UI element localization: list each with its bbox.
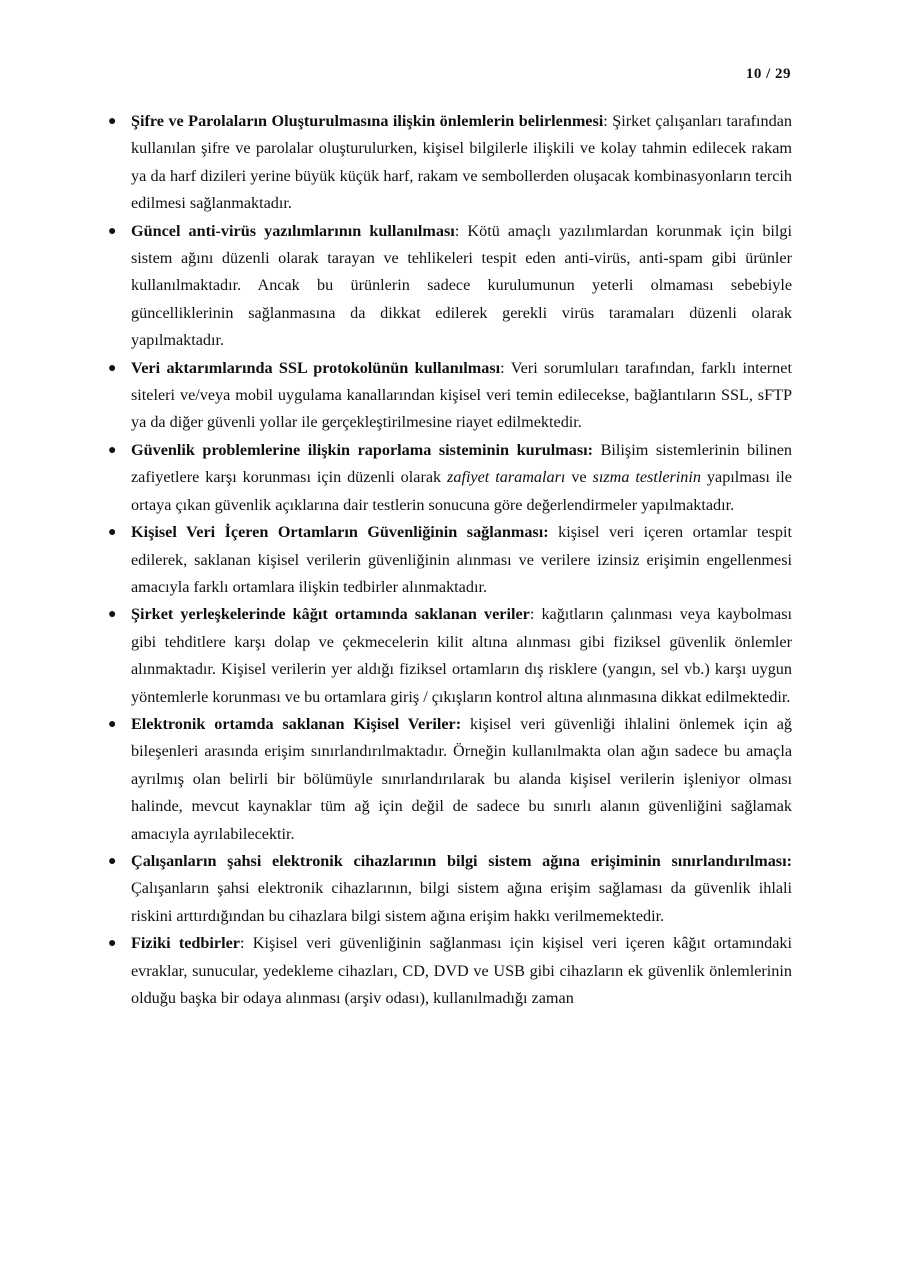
item-text: ve xyxy=(565,468,593,487)
bullet-icon: ● xyxy=(108,936,117,952)
item-text: Kişisel veri güvenliğinin sağlanması için kişisel veri içeren kâğıt ortamındaki evraklar, sunucular, yedekleme cihazları, CD, DVD ve USB gibi cihazların ek güvenlik önlemlerinin olduğu başka bir odaya alınması (arşiv odası), kullanılmadığı zaman xyxy=(131,934,793,1007)
item-text: yapılması ile ortaya çıkan güvenlik açıklarına dair testlerin sonucuna göre değerlendirmeler yapılmaktadır. xyxy=(131,468,792,514)
item-separator: : xyxy=(603,112,613,130)
item-separator: : xyxy=(454,221,468,240)
item-separator xyxy=(593,441,601,459)
measures-list xyxy=(106,108,792,1012)
item-text: kişisel veri güvenliği ihlalini önlemek için ağ bileşenleri arasında erişim sınırlandırılmaktadır. Örneğin kullanılmakta olan ağın sadece bu amaçla ayrılmış olan belirli bir bölümüyle sınırlandırılarak bu alanda kişisel verilerin işleniyor olması halinde, mevcut kaynaklar tüm ağ için değil de sadece bu sınırlı alanın güvenliğini sağlamak amacıyla ayrılabilecektir. xyxy=(131,714,792,843)
item-separator xyxy=(461,715,470,733)
item-italic-text: sızma testlerinin xyxy=(592,468,701,487)
item-text: Bilişim sistemlerinin bilinen zafiyetlere karşı korunması için düzenli olarak xyxy=(131,440,793,487)
list-item-electronic-storage xyxy=(106,711,792,848)
bullet-icon: ● xyxy=(108,853,117,869)
item-text: kağıtların çalınması veya kaybolması gibi tehditlere karşı dolap ve çekmecelerin kilit altına alınması gibi fiziksel güvenlik önlemler alınmaktadır. Kişisel verilerin yer aldığı fiziksel ortamların dış risklere (yangın, sel vb.) karşı uygun yöntemlerle korunması ve bu ortamlara giriş / çıkışların kontrol altına alınmasına dikkat edilmektedir. xyxy=(131,605,793,706)
item-text: kişisel veri içeren ortamlar tespit edilerek, saklanan kişisel verilerin güvenliğinin alınması ve verilere izinsiz erişimin engellenmesi amacıyla farklı ortamlara ilişkin tedbirler alınmaktadır. xyxy=(131,523,792,596)
bullet-icon: ● xyxy=(108,360,117,376)
item-text: Kötü amaçlı yazılımlardan korunmak için bilgi sistem ağını düzenli olarak tarayan ve tehlikeleri tespit eden anti-virüs, anti-spam gibi ürünler kullanılmaktadır. Ancak bu ürünlerin sadece kurulumunun yeterli olmaması sebebiyle güncelliklerinin sağlanmasına da dikkat edilerek gerekli virüs taramaları düzenli olarak yapılmaktadır. xyxy=(131,221,793,350)
item-text: Çalışanların şahsi elektronik cihazlarının, bilgi sistem ağına erişim sağlaması da güvenlik ihlali riskini arttırdığından bu cihazlara bilgi sistem ağına erişim hakkı verilmemektedir. xyxy=(131,879,792,925)
item-title: Güvenlik problemlerine ilişkin raporlama sisteminin kurulması: xyxy=(131,440,594,459)
item-italic-text: zafiyet taramaları xyxy=(447,468,566,487)
list-item-antivirus xyxy=(106,218,792,355)
list-item-physical-measures xyxy=(106,930,792,1012)
bullet-icon: ● xyxy=(108,114,117,129)
item-separator: : xyxy=(529,605,542,624)
page-number: 10 / 29 xyxy=(745,66,791,82)
item-title: Şirket yerleşkelerinde kâğıt ortamında saklanan veriler xyxy=(131,605,530,624)
list-item-personal-devices xyxy=(106,848,792,930)
item-title: Veri aktarımlarında SSL protokolünün kullanılması xyxy=(131,358,501,377)
bullet-icon: ● xyxy=(108,607,117,623)
item-title: Kişisel Veri İçeren Ortamların Güvenliğinin sağlanması: xyxy=(131,523,549,542)
list-item-data-environments xyxy=(106,519,792,601)
item-title: Çalışanların şahsi elektronik cihazlarının bilgi sistem ağına erişiminin sınırlandırılması: xyxy=(131,851,792,870)
item-title: Elektronik ortamda saklanan Kişisel Veriler: xyxy=(131,714,462,733)
item-separator: : xyxy=(500,358,511,377)
item-separator: : xyxy=(239,934,253,953)
bullet-icon: ● xyxy=(108,716,117,732)
list-item-security-reporting xyxy=(106,437,792,519)
item-text: Veri sorumluları tarafından, farklı internet siteleri ve/veya mobil uygulama kanallarından kişisel veri temin edilecekse, bağlantıların SSL, sFTP ya da diğer güvenli yollar ile gerçekleştirilmesine riayet edilmektedir. xyxy=(131,358,792,432)
bullet-icon: ● xyxy=(108,442,117,458)
bullet-icon: ● xyxy=(108,525,117,541)
list-item-ssl xyxy=(106,355,792,437)
item-separator xyxy=(549,523,558,541)
item-title: Fiziki tedbirler xyxy=(131,934,240,953)
item-title: Şifre ve Parolaların Oluşturulmasına ilişkin önlemlerin belirlenmesi xyxy=(131,112,604,130)
bullet-icon: ● xyxy=(108,223,117,239)
list-item-paper-storage xyxy=(106,601,792,711)
item-text: Şirket çalışanları tarafından kullanılan şifre ve parolalar oluşturulurken, kişisel bilgilerle ilişkili ve kolay tahmin edilecek rakam ya da harf dizileri yerine büyük küçük harf, rakam ve sembollerden oluşacak kombinasyonların tercih edilmesi sağlanmaktadır. xyxy=(131,112,792,213)
list-item-password-measures xyxy=(106,108,792,218)
item-title: Güncel anti-virüs yazılımlarının kullanılması xyxy=(131,221,455,240)
